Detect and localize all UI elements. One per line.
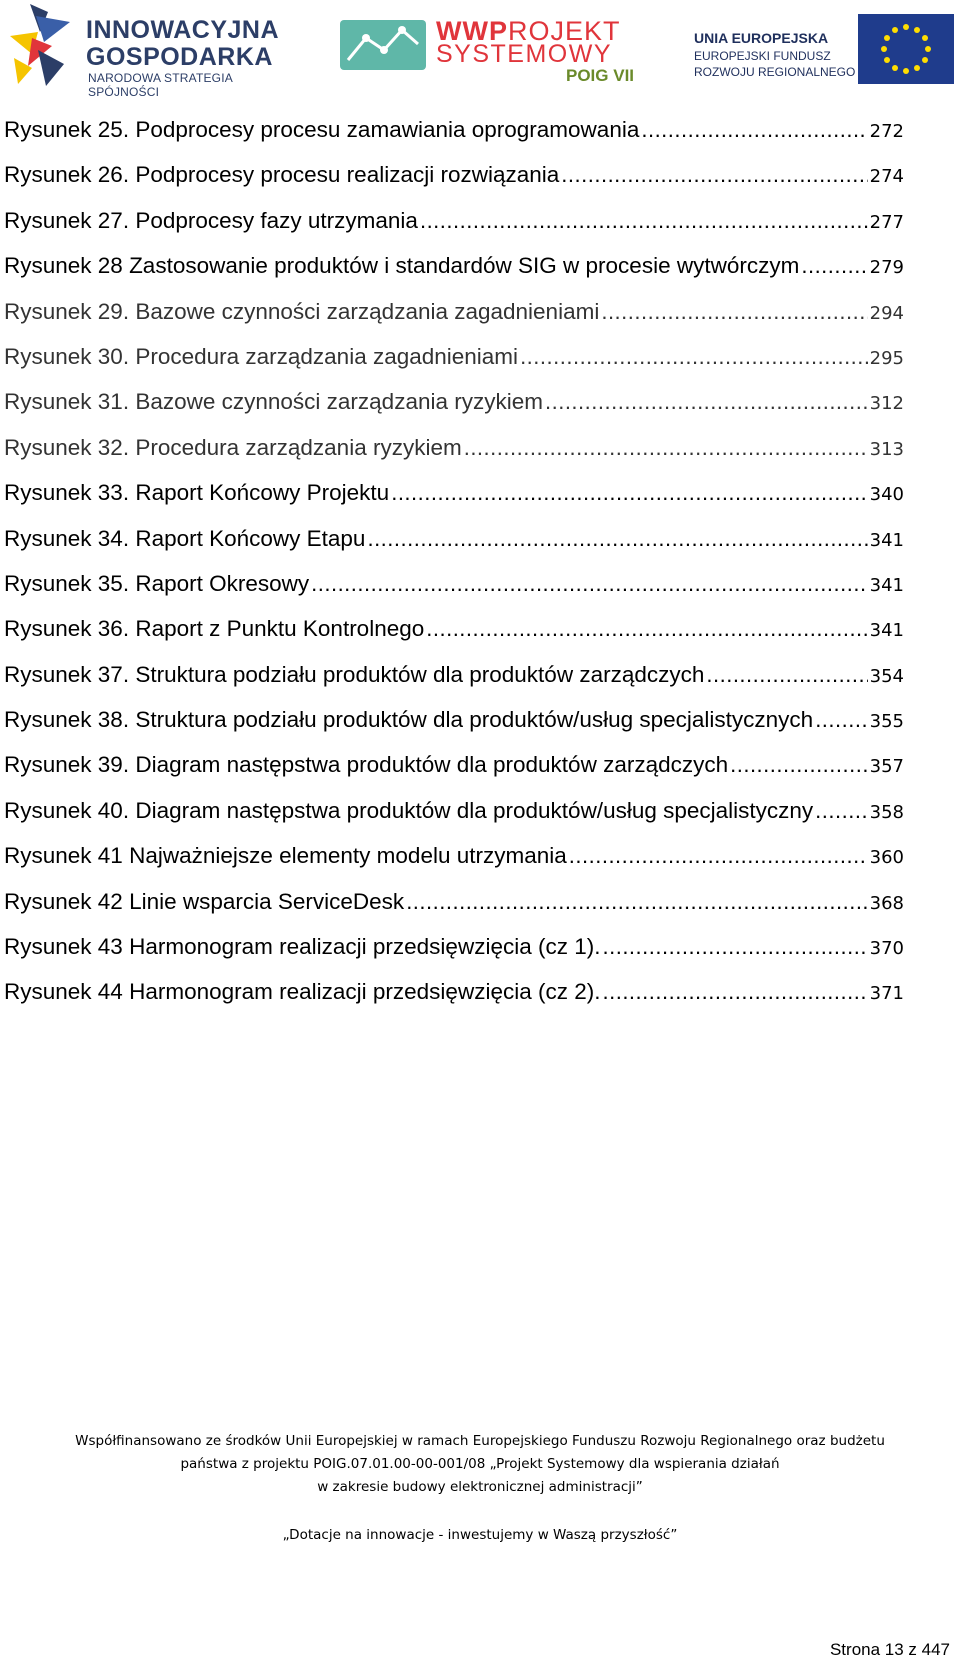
eu-title: UNIA EUROPEJSKA [694,30,829,46]
toc-entry-page: 354 [869,665,904,687]
toc-leader-dots [602,979,867,1005]
wwp-title-rest: ROJEKT [507,16,621,46]
toc-entry-page: 312 [869,393,904,415]
toc-leader-dots [815,798,867,824]
toc-entry[interactable] [4,162,904,207]
toc-entry[interactable] [4,435,904,480]
eu-flag-icon [858,14,954,84]
toc-entry-label: Rysunek 32. Procedura zarządzania ryzykiem [4,434,462,460]
toc-entry[interactable] [4,117,904,162]
toc-leader-dots [801,253,867,279]
toc-entry[interactable] [4,526,904,571]
toc-leader-dots [641,117,867,143]
toc-leader-dots [420,208,868,234]
toc-entry-label: Rysunek 37. Struktura podziału produktów dla produktów zarządczych [4,661,705,687]
ig-title-line2: GOSPODARKA [86,43,273,71]
toc-entry-page: 358 [869,801,904,823]
toc-leader-dots [520,344,868,370]
toc-entry-label: Rysunek 25. Podprocesy procesu zamawiania oprogramowania [4,117,640,142]
ig-title-line1: INNOWACYJNA [86,16,280,44]
toc-leader-dots [426,616,867,642]
page-header [0,0,960,100]
toc-entry-label: Rysunek 44 Harmonogram realizacji przedsięwzięcia (cz 2). [4,979,601,1005]
toc-entry[interactable] [4,299,904,344]
toc-entry[interactable] [4,798,904,843]
toc-entry-page: 294 [869,302,904,324]
toc-entry-page: 360 [869,847,904,869]
toc-entry-label: Rysunek 41 Najważniejsze elementy modelu utrzymania [4,843,567,869]
toc-entry-page: 279 [869,257,904,279]
toc-entry-page: 340 [869,484,904,506]
toc-entry-page: 357 [869,756,904,778]
toc-entry[interactable] [4,344,904,389]
toc-entry[interactable] [4,752,904,797]
toc-entry-label: Rysunek 30. Procedura zarządzania zagadnieniami [4,343,519,369]
toc-entry-page: 277 [869,211,904,233]
eu-fund-name2: ROZWOJU REGIONALNEGO [694,65,856,79]
ig-subtitle: NARODOWA STRATEGIA SPÓJNOŚCI [88,71,233,99]
toc-entry[interactable] [4,571,904,616]
footer-cofinancing-line3: w zakresie budowy elektronicznej administracji” [317,1479,643,1495]
toc-entry[interactable] [4,480,904,525]
toc-entry-label: Rysunek 38. Struktura podziału produktów dla produktów/usług specjalistycznych [4,707,814,733]
toc-leader-dots [464,435,868,461]
toc-entry[interactable] [4,934,904,979]
toc-entry-page: 313 [869,438,904,460]
toc-entry-page: 272 [869,121,904,142]
ig-star-icon [8,2,78,88]
toc-entry-label: Rysunek 34. Raport Końcowy Etapu [4,525,366,551]
table-of-figures [4,117,904,1025]
eu-fund-logo [694,14,956,84]
eu-fund-name: EUROPEJSKI FUNDUSZ [694,49,831,63]
toc-entry-page: 295 [869,347,904,369]
toc-entry-page: 341 [869,574,904,596]
toc-entry[interactable] [4,208,904,253]
toc-entry-page: 341 [869,529,904,551]
toc-entry[interactable] [4,616,904,661]
toc-entry-page: 368 [869,892,904,914]
wwp-title-bold: WWP [436,16,508,46]
toc-entry-page: 355 [869,711,904,733]
page-number: Strona 13 z 447 [829,1640,950,1659]
toc-entry-label: Rysunek 29. Bazowe czynności zarządzania zagadnieniami [4,298,600,324]
toc-leader-dots [601,299,867,325]
toc-entry[interactable] [4,889,904,934]
toc-entry-label: Rysunek 27. Podprocesy fazy utrzymania [4,207,418,233]
toc-leader-dots [706,662,867,688]
innowacyjna-gospodarka-logo [8,2,288,99]
toc-entry[interactable] [4,843,904,888]
toc-leader-dots [367,526,867,552]
toc-entry-label: Rysunek 31. Bazowe czynności zarządzania ryzykiem [4,389,543,415]
wwp-network-icon [340,20,426,70]
toc-entry-label: Rysunek 28 Zastosowanie produktów i standardów SIG w procesie wytwórczym [4,253,800,279]
toc-entry-label: Rysunek 40. Diagram następstwa produktów dla produktów/usług specjalistyczny [4,797,814,823]
toc-entry[interactable] [4,979,904,1024]
toc-entry-label: Rysunek 42 Linie wsparcia ServiceDesk [4,888,405,914]
toc-entry[interactable] [4,662,904,707]
wwp-subtitle: SYSTEMOWY [436,40,613,68]
toc-entry[interactable] [4,707,904,752]
toc-leader-dots [730,752,868,778]
toc-entry[interactable] [4,389,904,434]
toc-entry-label: Rysunek 33. Raport Końcowy Projektu [4,480,390,506]
toc-leader-dots [406,889,867,915]
toc-entry[interactable] [4,253,904,298]
footer-cofinancing-line2: państwa z projektu POIG.07.01.00-00-001/08 „Projekt Systemowy dla wspierania działań [180,1456,780,1472]
toc-entry-label: Rysunek 43 Harmonogram realizacji przedsięwzięcia (cz 1). [4,934,601,960]
toc-leader-dots [602,934,867,960]
toc-leader-dots [391,480,867,506]
toc-entry-label: Rysunek 26. Podprocesy procesu realizacji rozwiązania [4,162,560,188]
toc-leader-dots [569,843,868,869]
toc-entry-label: Rysunek 39. Diagram następstwa produktów dla produktów zarządczych [4,752,729,778]
toc-entry-page: 274 [869,166,904,188]
toc-entry-page: 341 [869,620,904,642]
toc-entry-page: 370 [869,938,904,960]
footer-slogan: „Dotacje na innowacje - inwestujemy w Waszą przyszłość” [282,1527,678,1543]
toc-entry-page: 371 [869,983,904,1005]
toc-leader-dots [815,707,867,733]
wwp-projekt-systemowy-logo [340,16,640,86]
toc-leader-dots [545,389,868,415]
toc-entry-label: Rysunek 35. Raport Okresowy [4,570,310,596]
toc-entry-label: Rysunek 36. Raport z Punktu Kontrolnego [4,616,425,642]
toc-leader-dots [561,162,867,188]
wwp-program: POIG VII [566,66,635,85]
footer-cofinancing-line1: Współfinansowano ze środków Unii Europejskiej w ramach Europejskiego Funduszu Rozwoju Regionalnego oraz budżetu [75,1433,885,1449]
toc-leader-dots [311,571,868,597]
